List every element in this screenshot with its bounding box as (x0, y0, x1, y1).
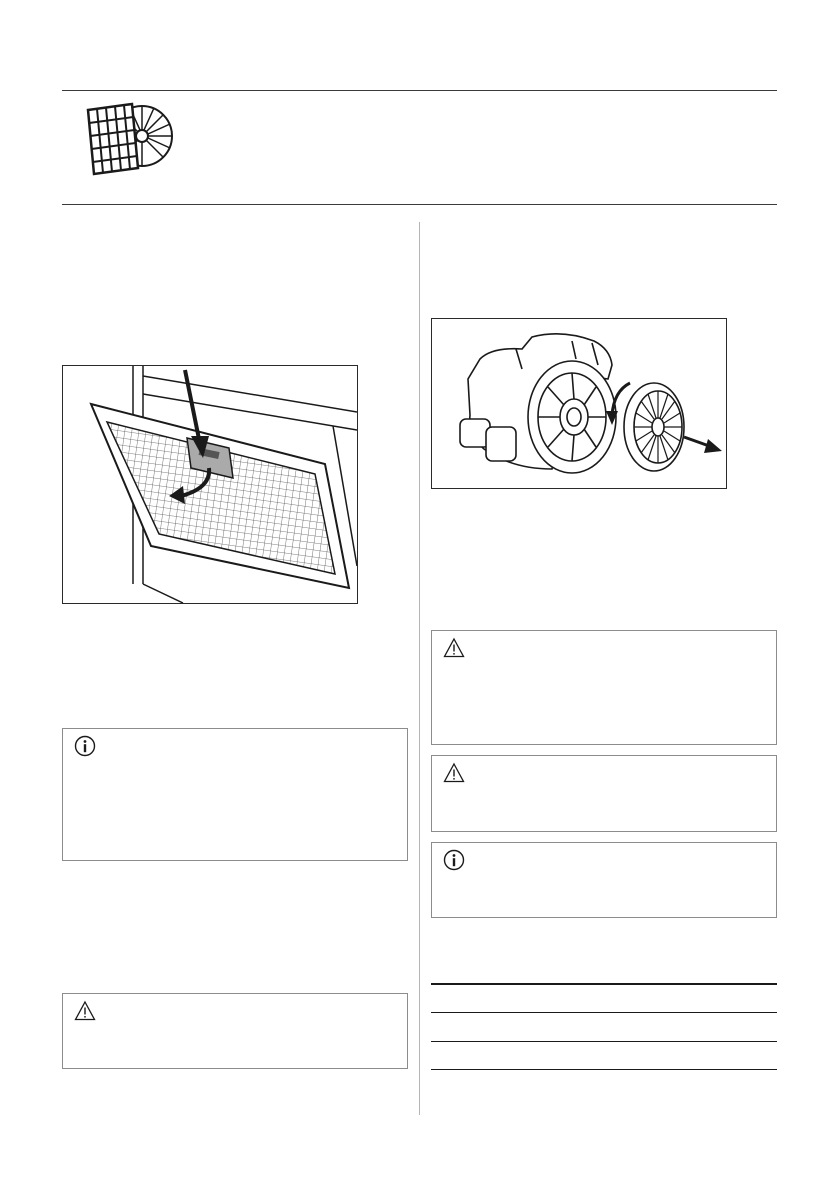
header-bottom-rule (62, 204, 777, 205)
warning-triangle-icon (443, 637, 465, 659)
info-note-box (62, 728, 408, 861)
info-icon (74, 735, 96, 757)
warning-triangle-icon (443, 762, 465, 784)
table-row-rule (431, 1069, 777, 1070)
warning-note-box (62, 993, 408, 1069)
header-top-rule (62, 90, 777, 91)
table-header-rule (431, 983, 777, 985)
table-row-rule (431, 1041, 777, 1042)
column-divider (419, 222, 420, 1115)
carbon-filter-removal-figure (431, 318, 727, 489)
grease-filter-removal-figure (62, 365, 358, 604)
info-icon (443, 849, 465, 871)
filter-and-fan-icon (80, 98, 180, 178)
warning-note-box-1 (431, 630, 777, 745)
warning-note-box-2 (431, 755, 777, 832)
table-row-rule (431, 1012, 777, 1013)
warning-triangle-icon (74, 1000, 96, 1022)
info-note-box-right (431, 842, 777, 918)
